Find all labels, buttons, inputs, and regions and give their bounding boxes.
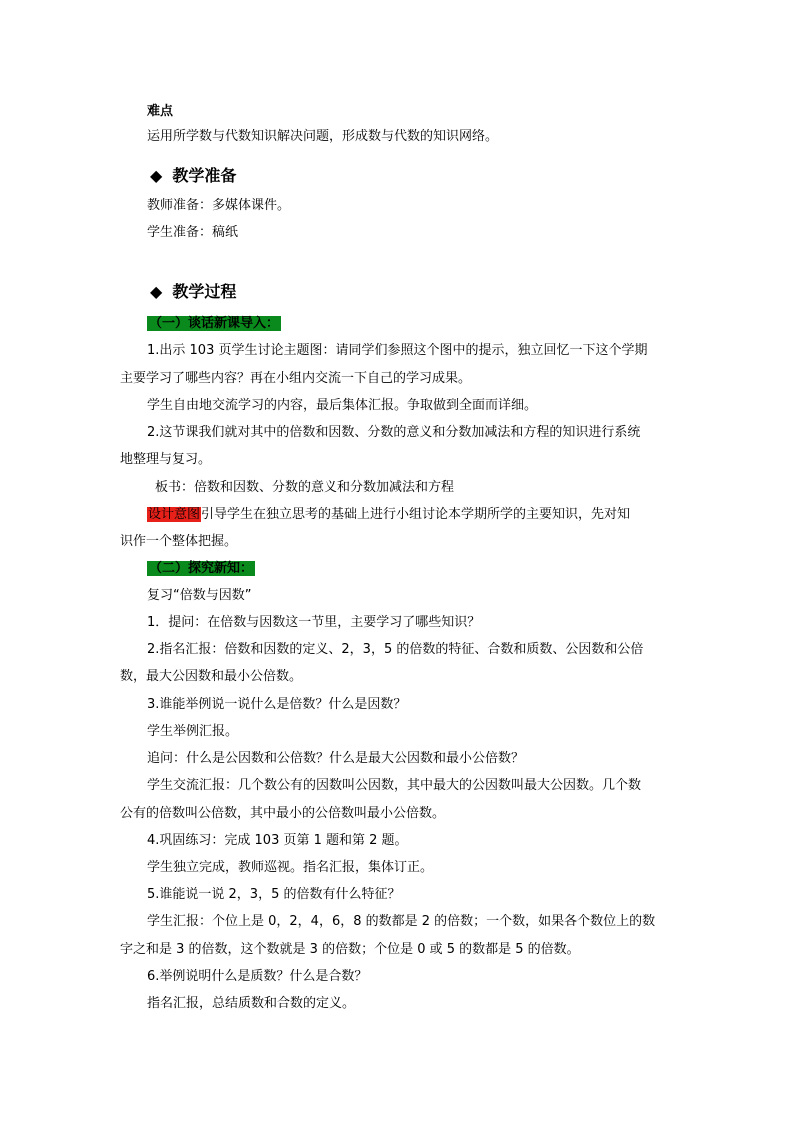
section2-tag: （二）探究新知： xyxy=(149,561,254,576)
student-prep: 学生准备：稿纸 xyxy=(147,225,239,240)
review-title: 复习“倍数与因数” xyxy=(147,588,252,603)
question-2-line1: 2.指名汇报：倍数和因数的定义、2，3，5 的倍数的特征、合数和质数、公因数和公倍 xyxy=(147,642,644,657)
design-intent-tag: 设计意图 xyxy=(148,507,201,522)
section1-tag: （一）谈话新课导入： xyxy=(149,316,280,331)
question-5-answer-line1: 学生汇报：个位上是 0，2，4，6，8 的数都是 2 的倍数；一个数，如果各个数位上的数 xyxy=(147,914,656,929)
question-1: 1．提问：在倍数与因数这一节里，主要学习了哪些知识？ xyxy=(147,615,481,630)
answer-line1: 学生交流汇报：几个数公有的因数叫公因数，其中最大的公因数叫最大公因数。几个数 xyxy=(147,778,642,793)
question-5: 5.谁能说一说 2，3，5 的倍数有什么特征？ xyxy=(147,887,401,902)
para-3-line2: 地整理与复习。 xyxy=(120,452,212,467)
difficulty-heading: 难点 xyxy=(147,104,174,119)
follow-up-question: 追问：什么是公因数和公倍数？什么是最大公因数和最小公倍数？ xyxy=(147,751,525,766)
section1-row xyxy=(147,315,680,333)
diamond-bullet-icon: ◆ xyxy=(150,282,163,301)
question-2-line2: 数，最大公因数和最小公倍数。 xyxy=(120,669,303,684)
para-3-line1: 2.这节课我们就对其中的倍数和因数、分数的意义和分数加减法和方程的知识进行系统 xyxy=(147,425,641,440)
difficulty-text: 运用所学数与代数知识解决问题，形成数与代数的知识网络。 xyxy=(147,129,499,144)
teacher-prep: 教师准备：多媒体课件。 xyxy=(147,198,291,213)
para-1-line2: 主要学习了哪些内容？再在小组内交流一下自己的学习成果。 xyxy=(120,371,472,386)
section-heading-prep xyxy=(150,165,236,187)
para-2: 学生自由地交流学习的内容，最后集体汇报。争取做到全面而详细。 xyxy=(147,398,538,413)
process-title: 教学过程 xyxy=(172,282,237,301)
answer-line2: 公有的倍数叫公倍数，其中最小的公倍数叫最小公倍数。 xyxy=(120,806,446,821)
design-intent-line2: 识作一个整体把握。 xyxy=(120,534,238,549)
design-intent-line1 xyxy=(147,506,680,524)
question-5-answer-line2: 字之和是 3 的倍数，这个数就是 3 的倍数；个位是 0 或 5 的数都是 5 的倍数。 xyxy=(120,942,580,957)
para-1-line1: 1.出示 103 页学生讨论主题图：请同学们参照这个图中的提示，独立回忆一下这个学期 xyxy=(147,343,648,358)
question-4: 4.巩固练习：完成 103 页第 1 题和第 2 题。 xyxy=(147,833,408,848)
diamond-bullet-icon: ◆ xyxy=(150,166,163,185)
question-3-answer: 学生举例汇报。 xyxy=(147,724,239,739)
design-intent-text: 引导学生在独立思考的基础上进行小组讨论本学期所学的主要知识，先对知 xyxy=(201,507,631,522)
question-6-answer: 指名汇报，总结质数和合数的定义。 xyxy=(147,996,356,1011)
section-heading-process xyxy=(150,281,236,303)
board-writing: 板书：倍数和因数、分数的意义和分数加减法和方程 xyxy=(155,480,455,495)
question-6: 6.举例说明什么是质数？什么是合数？ xyxy=(147,969,368,984)
prep-title: 教学准备 xyxy=(172,166,237,185)
section2-row xyxy=(147,560,680,578)
question-4-answer: 学生独立完成，教师巡视。指名汇报，集体订正。 xyxy=(147,860,434,875)
question-3: 3.谁能举例说一说什么是倍数？什么是因数？ xyxy=(147,697,407,712)
